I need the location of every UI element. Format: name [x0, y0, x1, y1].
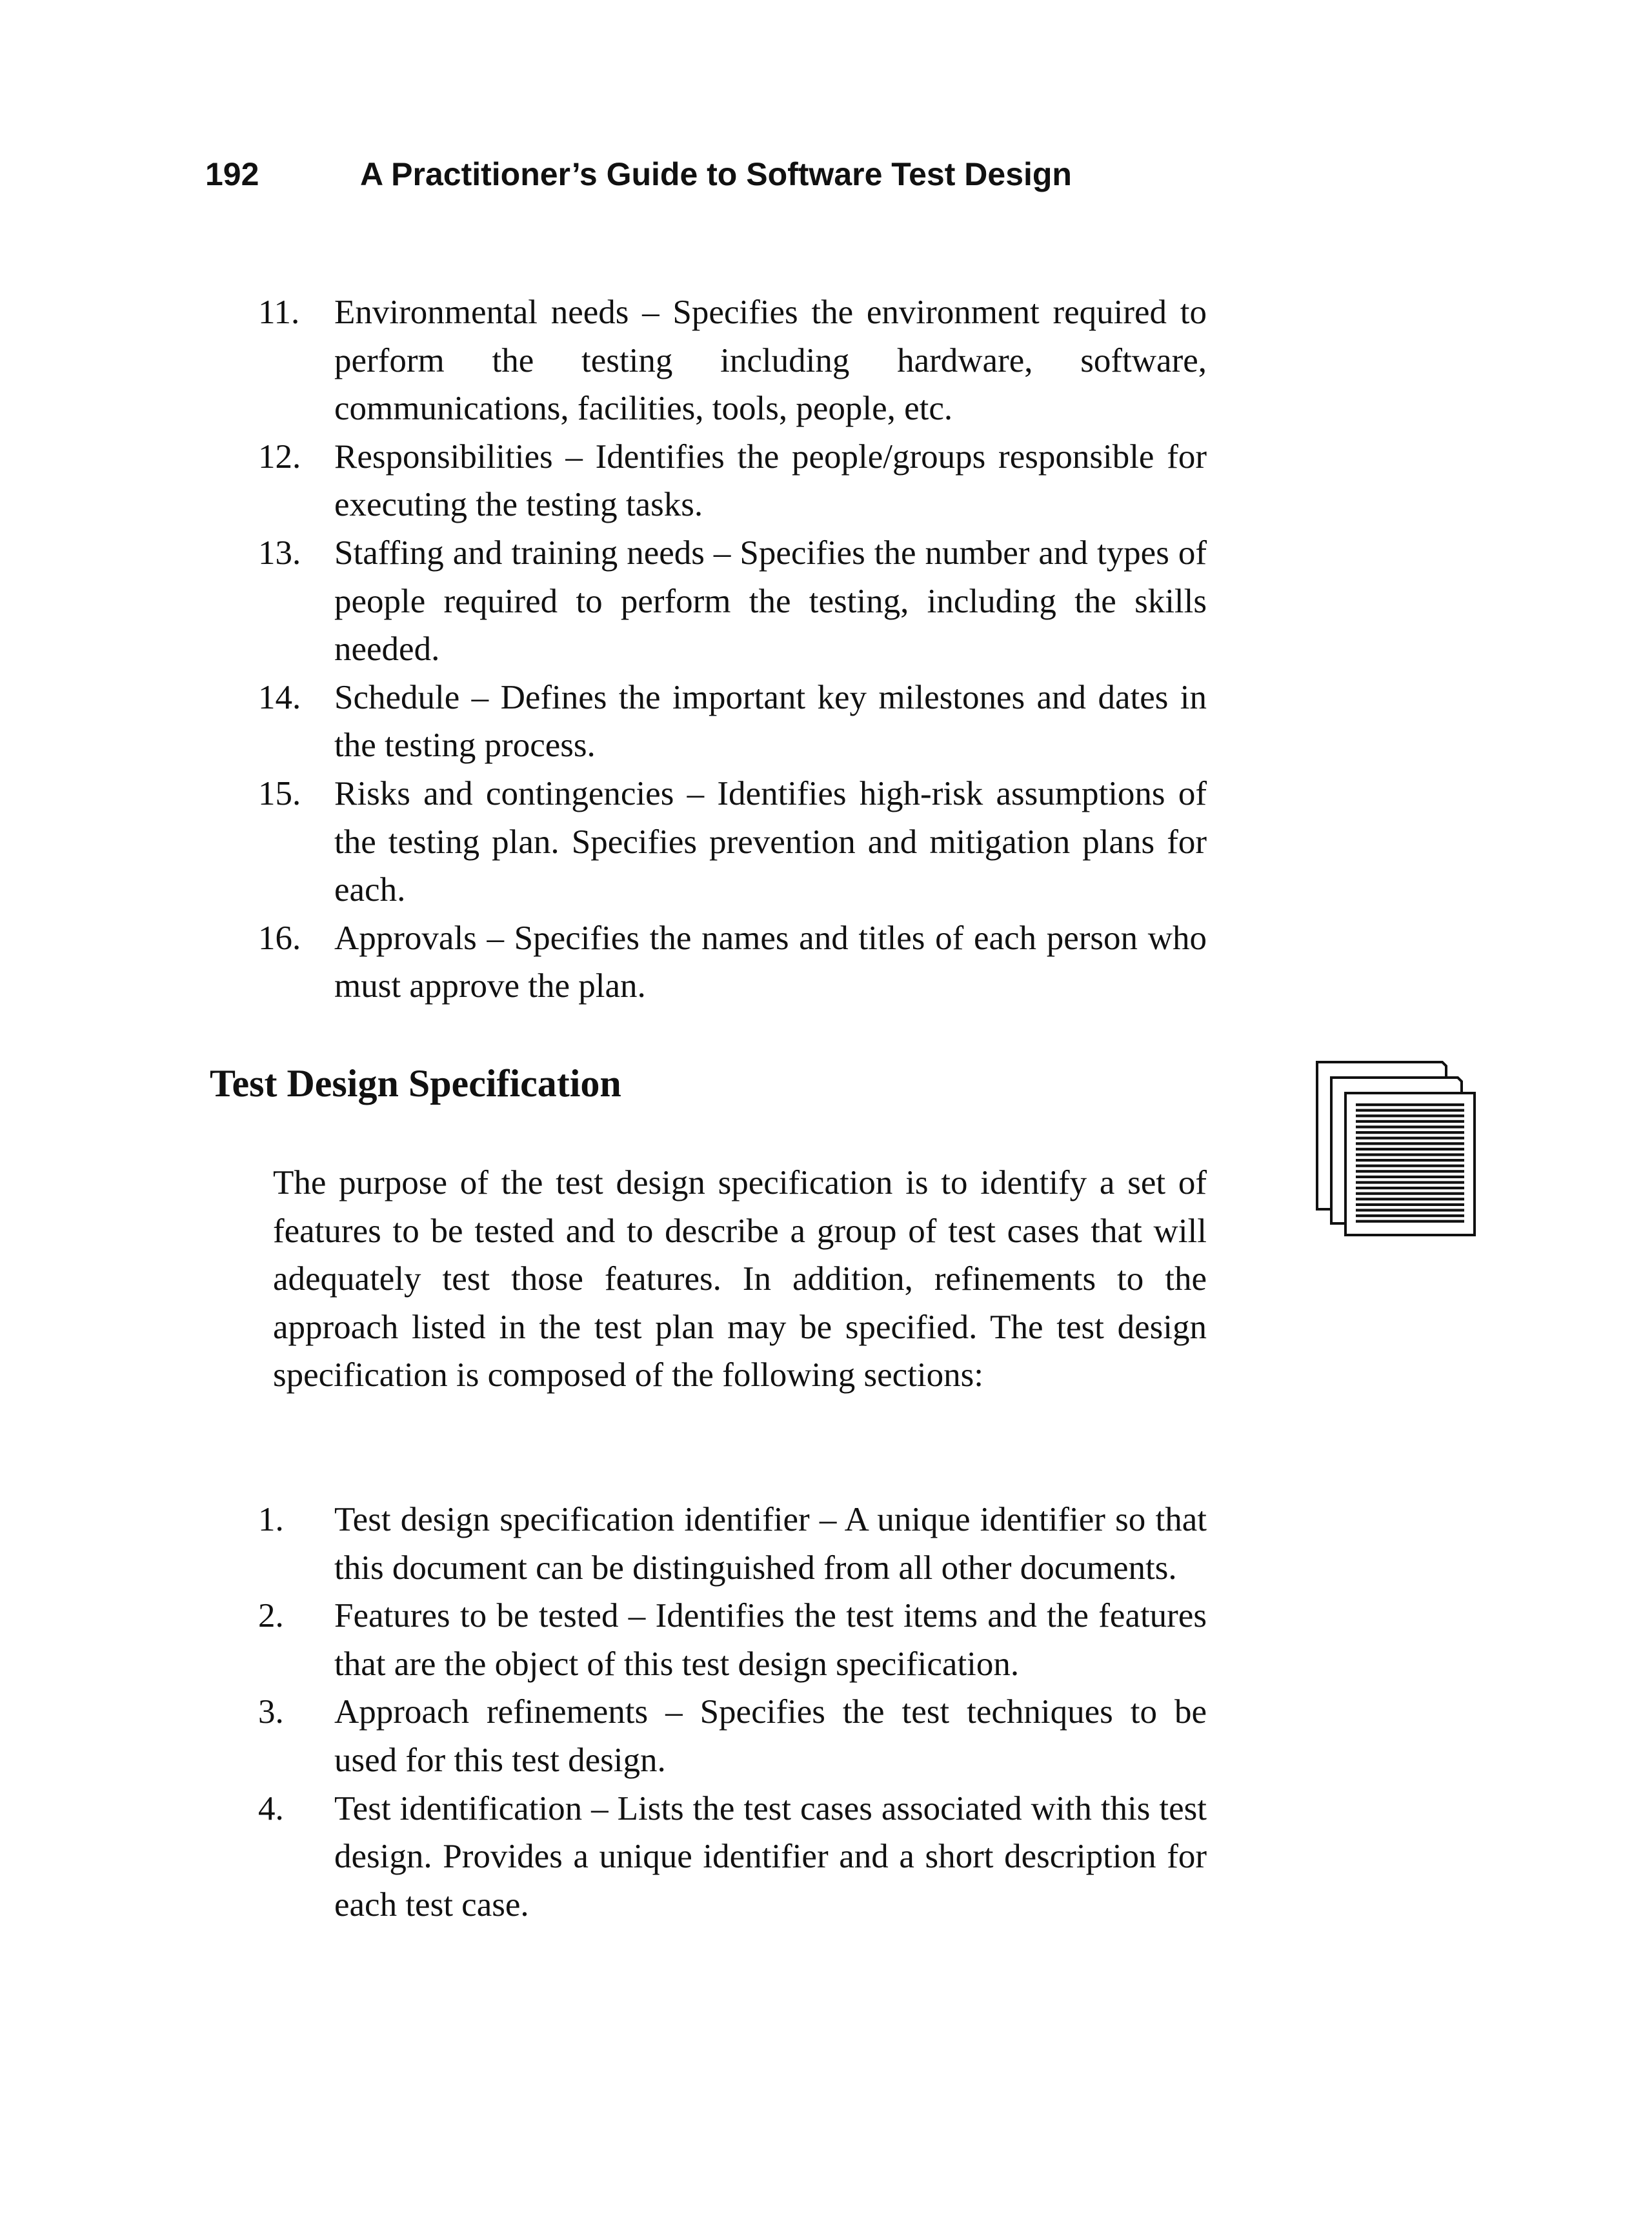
item-text: Approach refinements – Specifies the test techniques to be used for this test design.: [334, 1693, 1207, 1779]
item-number: 13.: [258, 534, 301, 572]
list-item: [258, 1688, 1207, 1784]
item-text: Test identification – Lists the test cases associated with this test design. Provides a unique identifier and a short description for each test case.: [334, 1789, 1207, 1924]
item-text: Test design specification identifier – A unique identifier so that this document can be distinguished from all other documents.: [334, 1501, 1207, 1587]
list-item: [258, 914, 1207, 1010]
list-item: [258, 433, 1207, 529]
item-text: Features to be tested – Identifies the test items and the features that are the object of this test design specification.: [334, 1597, 1207, 1683]
list-item: [258, 1785, 1207, 1929]
item-number: 12.: [258, 437, 301, 476]
item-number: 11.: [258, 294, 300, 331]
item-text: Approvals – Specifies the names and titles of each person who must approve the plan.: [334, 919, 1207, 1005]
test-plan-sections-list: [258, 288, 1207, 1010]
list-item: [258, 529, 1207, 674]
list-item: [258, 770, 1207, 914]
item-number: 3.: [258, 1693, 284, 1731]
list-item: [258, 674, 1207, 770]
running-head: [205, 155, 1072, 194]
item-text: Responsibilities – Identifies the people/groups responsible for executing the testing tasks.: [334, 437, 1207, 524]
book-title: A Practitioner’s Guide to Software Test Design: [360, 156, 1072, 192]
item-text: Environmental needs – Specifies the environment required to perform the testing including hardware, software, communications, facilities, tools, people, etc.: [334, 294, 1207, 428]
item-text: Schedule – Defines the important key milestones and dates in the testing process.: [334, 678, 1207, 765]
item-text: Staffing and training needs – Specifies the number and types of people required to perform the testing, including the skills needed.: [334, 534, 1207, 668]
list-item: [258, 1496, 1207, 1592]
item-number: 15.: [258, 774, 301, 812]
item-number: 16.: [258, 919, 301, 957]
list-item: [258, 288, 1207, 433]
document-stack-icon: [1313, 1058, 1494, 1239]
item-number: 2.: [258, 1597, 284, 1635]
item-text: Risks and contingencies – Identifies high-risk assumptions of the testing plan. Specifies prevention and mitigation plans for each.: [334, 774, 1207, 909]
test-design-sections-list: [258, 1496, 1207, 1929]
item-number: 1.: [258, 1501, 284, 1538]
section-heading: Test Design Specification: [210, 1062, 621, 1105]
section-paragraph: The purpose of the test design specification is to identify a set of features to be tested and to describe a group of test cases that will adequately test those features. In addition, refinements to the approach listed in the test plan may be specified. The test design specification is composed of the following sections:: [273, 1164, 1207, 1394]
page-number: 192: [205, 156, 259, 192]
list-item: [258, 1592, 1207, 1688]
item-number: 4.: [258, 1789, 284, 1827]
item-number: 14.: [258, 678, 301, 716]
